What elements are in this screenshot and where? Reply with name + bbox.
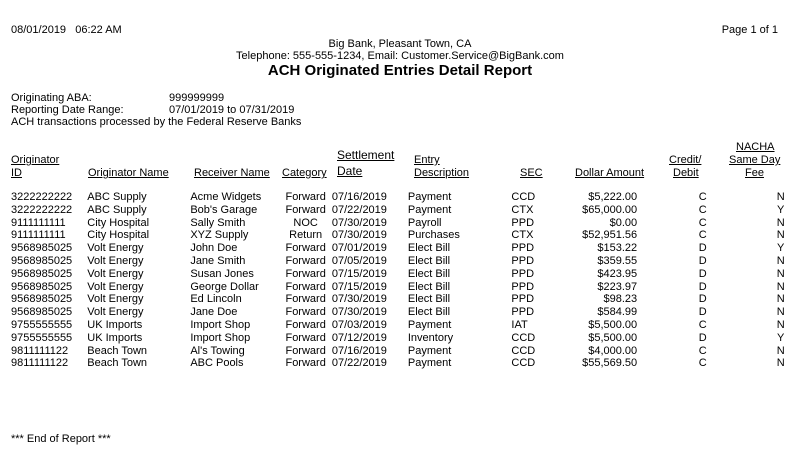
credit-debit-cell: D	[698, 293, 707, 306]
header-receiver-name: Receiver Name	[194, 167, 270, 179]
category-cell: Forward	[285, 318, 326, 331]
category-cell: Return	[289, 229, 323, 242]
entry-description-cell: Elect Bill	[407, 267, 451, 280]
sec-code-cell: PPD	[511, 267, 535, 280]
sec-code-cell: CTX	[511, 203, 534, 216]
receiver-name-cell: Jane Doe	[190, 306, 238, 319]
dollar-amount-cell: $423.95	[597, 267, 638, 280]
entries-table	[11, 191, 800, 370]
dollar-amount-cell: $153.22	[597, 242, 638, 255]
category-cell: Forward	[285, 357, 326, 370]
header-entry-1: Entry	[414, 154, 440, 166]
category-cell: Forward	[285, 331, 326, 344]
header-credit-1: Credit/	[669, 154, 702, 166]
same-day-fee-cell: N	[776, 318, 785, 331]
category-cell: Forward	[285, 254, 326, 267]
table-row	[11, 306, 800, 319]
range-value: 07/01/2019 to 07/31/2019	[169, 104, 295, 116]
header-credit-2: Debit	[673, 167, 699, 179]
header-originator-id-2: ID	[11, 167, 22, 179]
originator-name-cell: Volt Energy	[87, 267, 144, 280]
category-cell: Forward	[285, 306, 326, 319]
receiver-name-cell: John Doe	[190, 242, 238, 255]
originator-name-cell: City Hospital	[87, 216, 150, 229]
originator-name-cell: Beach Town	[87, 357, 148, 370]
credit-debit-cell: C	[698, 344, 707, 357]
dollar-amount-cell: $4,000.00	[588, 344, 638, 357]
same-day-fee-cell: N	[776, 344, 785, 357]
same-day-fee-cell: N	[776, 191, 785, 203]
receiver-name-cell: Sally Smith	[190, 216, 246, 229]
header-entry-2: Description	[414, 167, 470, 179]
dollar-amount-cell: $5,500.00	[588, 331, 638, 344]
table-row	[11, 345, 800, 358]
table-row	[11, 217, 800, 230]
entry-description-cell: Purchases	[407, 229, 460, 242]
same-day-fee-cell: Y	[777, 203, 785, 216]
report-date: 08/01/2019	[11, 24, 67, 36]
dollar-amount-cell: $584.99	[597, 306, 638, 319]
sec-code-cell: CCD	[511, 191, 536, 203]
table-row	[11, 191, 800, 204]
originator-id-cell: 9568985025	[11, 242, 73, 255]
originator-name-cell: Beach Town	[87, 344, 148, 357]
range-label: Reporting Date Range:	[11, 104, 124, 116]
header-originator-name: Originator Name	[88, 167, 169, 179]
originator-id-cell: 9811111122	[11, 357, 69, 370]
header-nacha-2: Same Day	[729, 154, 781, 166]
header-dollar-amount: Dollar Amount	[575, 167, 645, 179]
sec-code-cell: PPD	[511, 254, 535, 267]
aba-label: Originating ABA:	[11, 92, 92, 104]
category-cell: Forward	[285, 293, 326, 306]
header-originator-id-1: Originator	[11, 154, 60, 166]
report-time: 06:22 AM	[75, 24, 122, 36]
dollar-amount-cell: $223.97	[597, 280, 638, 293]
originator-name-cell: City Hospital	[87, 229, 150, 242]
settlement-date-cell: 07/15/2019	[331, 267, 387, 280]
settlement-date-cell: 07/22/2019	[331, 203, 387, 216]
sec-code-cell: CCD	[511, 357, 536, 370]
originator-name-cell: ABC Supply	[87, 203, 147, 216]
dollar-amount-cell: $65,000.00	[582, 203, 638, 216]
originator-id-cell: 9568985025	[11, 293, 73, 306]
table-row	[11, 229, 800, 242]
header-settlement-1: Settlement	[337, 148, 395, 162]
receiver-name-cell: Jane Smith	[190, 254, 246, 267]
originator-id-cell: 9111111111	[11, 216, 66, 229]
page-indicator: Page 1 of 1	[721, 24, 778, 36]
same-day-fee-cell: N	[776, 293, 785, 306]
sec-code-cell: PPD	[511, 242, 535, 255]
entry-description-cell: Payment	[407, 191, 452, 203]
entry-description-cell: Elect Bill	[407, 242, 451, 255]
sec-code-cell: PPD	[511, 280, 535, 293]
credit-debit-cell: D	[698, 331, 707, 344]
table-row	[11, 332, 800, 345]
originator-name-cell: Volt Energy	[87, 254, 144, 267]
category-cell: Forward	[285, 344, 326, 357]
entry-description-cell: Elect Bill	[407, 254, 451, 267]
same-day-fee-cell: N	[776, 280, 785, 293]
settlement-date-cell: 07/30/2019	[331, 229, 387, 242]
header-category: Category	[282, 167, 327, 179]
originator-name-cell: Volt Energy	[87, 280, 144, 293]
settlement-date-cell: 07/15/2019	[331, 280, 387, 293]
originator-id-cell: 3222222222	[11, 203, 73, 216]
originator-name-cell: Volt Energy	[87, 242, 144, 255]
receiver-name-cell: George Dollar	[190, 280, 259, 293]
aba-value: 999999999	[169, 92, 225, 104]
entry-description-cell: Payment	[407, 318, 452, 331]
originator-id-cell: 9568985025	[11, 280, 73, 293]
table-row	[11, 293, 800, 306]
credit-debit-cell: D	[698, 280, 707, 293]
credit-debit-cell: D	[698, 254, 707, 267]
table-row	[11, 255, 800, 268]
table-row	[11, 204, 800, 217]
receiver-name-cell: Ed Lincoln	[190, 293, 242, 306]
dollar-amount-cell: $359.55	[597, 254, 638, 267]
entry-description-cell: Inventory	[407, 331, 454, 344]
header-settlement-2: Date	[337, 164, 363, 178]
table-row	[11, 319, 800, 332]
credit-debit-cell: D	[698, 242, 707, 255]
category-cell: Forward	[285, 242, 326, 255]
sec-code-cell: PPD	[511, 293, 535, 306]
entry-description-cell: Payroll	[407, 216, 442, 229]
header-nacha-1: NACHA	[736, 141, 775, 153]
originator-id-cell: 9755555555	[11, 331, 73, 344]
originator-name-cell: Volt Energy	[87, 306, 144, 319]
settlement-date-cell: 07/03/2019	[331, 318, 387, 331]
receiver-name-cell: Acme Widgets	[190, 191, 262, 203]
credit-debit-cell: C	[698, 191, 707, 203]
sec-code-cell: IAT	[511, 318, 528, 331]
originator-id-cell: 9811111122	[11, 344, 69, 357]
sec-code-cell: CCD	[511, 331, 536, 344]
originator-id-cell: 9568985025	[11, 254, 73, 267]
originator-id-cell: 9111111111	[11, 229, 66, 242]
same-day-fee-cell: N	[776, 267, 785, 280]
receiver-name-cell: Bob's Garage	[190, 203, 258, 216]
originator-id-cell: 3222222222	[11, 191, 73, 203]
category-cell: Forward	[285, 280, 326, 293]
originator-id-cell: 9568985025	[11, 267, 73, 280]
dollar-amount-cell: $98.23	[603, 293, 638, 306]
report-timestamp	[11, 24, 122, 37]
sec-code-cell: CCD	[511, 344, 536, 357]
end-of-report: *** End of Report ***	[11, 433, 111, 445]
credit-debit-cell: C	[698, 203, 707, 216]
receiver-name-cell: ABC Pools	[190, 357, 244, 370]
settlement-date-cell: 07/30/2019	[331, 306, 387, 319]
originator-name-cell: UK Imports	[87, 318, 143, 331]
entry-description-cell: Payment	[407, 203, 452, 216]
dollar-amount-cell: $0.00	[609, 216, 638, 229]
category-cell: Forward	[285, 267, 326, 280]
credit-debit-cell: C	[698, 357, 707, 370]
entry-description-cell: Payment	[407, 357, 452, 370]
originator-name-cell: UK Imports	[87, 331, 143, 344]
originator-name-cell: Volt Energy	[87, 293, 144, 306]
receiver-name-cell: XYZ Supply	[190, 229, 249, 242]
bank-contact: Telephone: 555-555-1234, Email: Customer.Service@BigBank.com	[236, 50, 564, 62]
category-cell: NOC	[293, 216, 318, 229]
settlement-date-cell: 07/22/2019	[331, 357, 387, 370]
entry-description-cell: Elect Bill	[407, 306, 451, 319]
settlement-date-cell: 07/05/2019	[331, 254, 387, 267]
originator-id-cell: 9755555555	[11, 318, 73, 331]
settlement-date-cell: 07/16/2019	[331, 191, 387, 203]
entries-table-body	[11, 191, 800, 370]
receiver-name-cell: Susan Jones	[190, 267, 254, 280]
settlement-date-cell: 07/16/2019	[331, 344, 387, 357]
settlement-date-cell: 07/12/2019	[331, 331, 387, 344]
table-row	[11, 281, 800, 294]
receiver-name-cell: Import Shop	[190, 318, 251, 331]
entry-description-cell: Elect Bill	[407, 280, 451, 293]
same-day-fee-cell: N	[776, 229, 785, 242]
report-note: ACH transactions processed by the Federal Reserve Banks	[11, 116, 302, 128]
category-cell: Forward	[285, 191, 326, 203]
dollar-amount-cell: $5,500.00	[588, 318, 638, 331]
dollar-amount-cell: $5,222.00	[588, 191, 638, 203]
settlement-date-cell: 07/01/2019	[331, 242, 387, 255]
sec-code-cell: PPD	[511, 216, 535, 229]
dollar-amount-cell: $52,951.56	[582, 229, 638, 242]
bank-name: Big Bank, Pleasant Town, CA	[328, 38, 472, 50]
same-day-fee-cell: N	[776, 357, 785, 370]
header-sec: SEC	[520, 167, 543, 179]
table-row	[11, 357, 800, 370]
settlement-date-cell: 07/30/2019	[331, 293, 387, 306]
report-title: ACH Originated Entries Detail Report	[267, 62, 533, 79]
sec-code-cell: CTX	[511, 229, 534, 242]
table-row	[11, 268, 800, 281]
same-day-fee-cell: Y	[777, 242, 785, 255]
credit-debit-cell: D	[698, 267, 707, 280]
same-day-fee-cell: N	[776, 216, 785, 229]
entry-description-cell: Elect Bill	[407, 293, 451, 306]
receiver-name-cell: Import Shop	[190, 331, 251, 344]
table-row	[11, 242, 800, 255]
entry-description-cell: Payment	[407, 344, 452, 357]
header-nacha-3: Fee	[745, 167, 764, 179]
dollar-amount-cell: $55,569.50	[582, 357, 638, 370]
credit-debit-cell: C	[698, 318, 707, 331]
credit-debit-cell: C	[698, 229, 707, 242]
same-day-fee-cell: Y	[777, 331, 785, 344]
same-day-fee-cell: N	[776, 306, 785, 319]
category-cell: Forward	[285, 203, 326, 216]
credit-debit-cell: D	[698, 306, 707, 319]
receiver-name-cell: Al's Towing	[190, 344, 245, 357]
same-day-fee-cell: N	[776, 254, 785, 267]
sec-code-cell: PPD	[511, 306, 535, 319]
originator-id-cell: 9568985025	[11, 306, 73, 319]
credit-debit-cell: C	[698, 216, 707, 229]
settlement-date-cell: 07/30/2019	[331, 216, 387, 229]
originator-name-cell: ABC Supply	[87, 191, 147, 203]
